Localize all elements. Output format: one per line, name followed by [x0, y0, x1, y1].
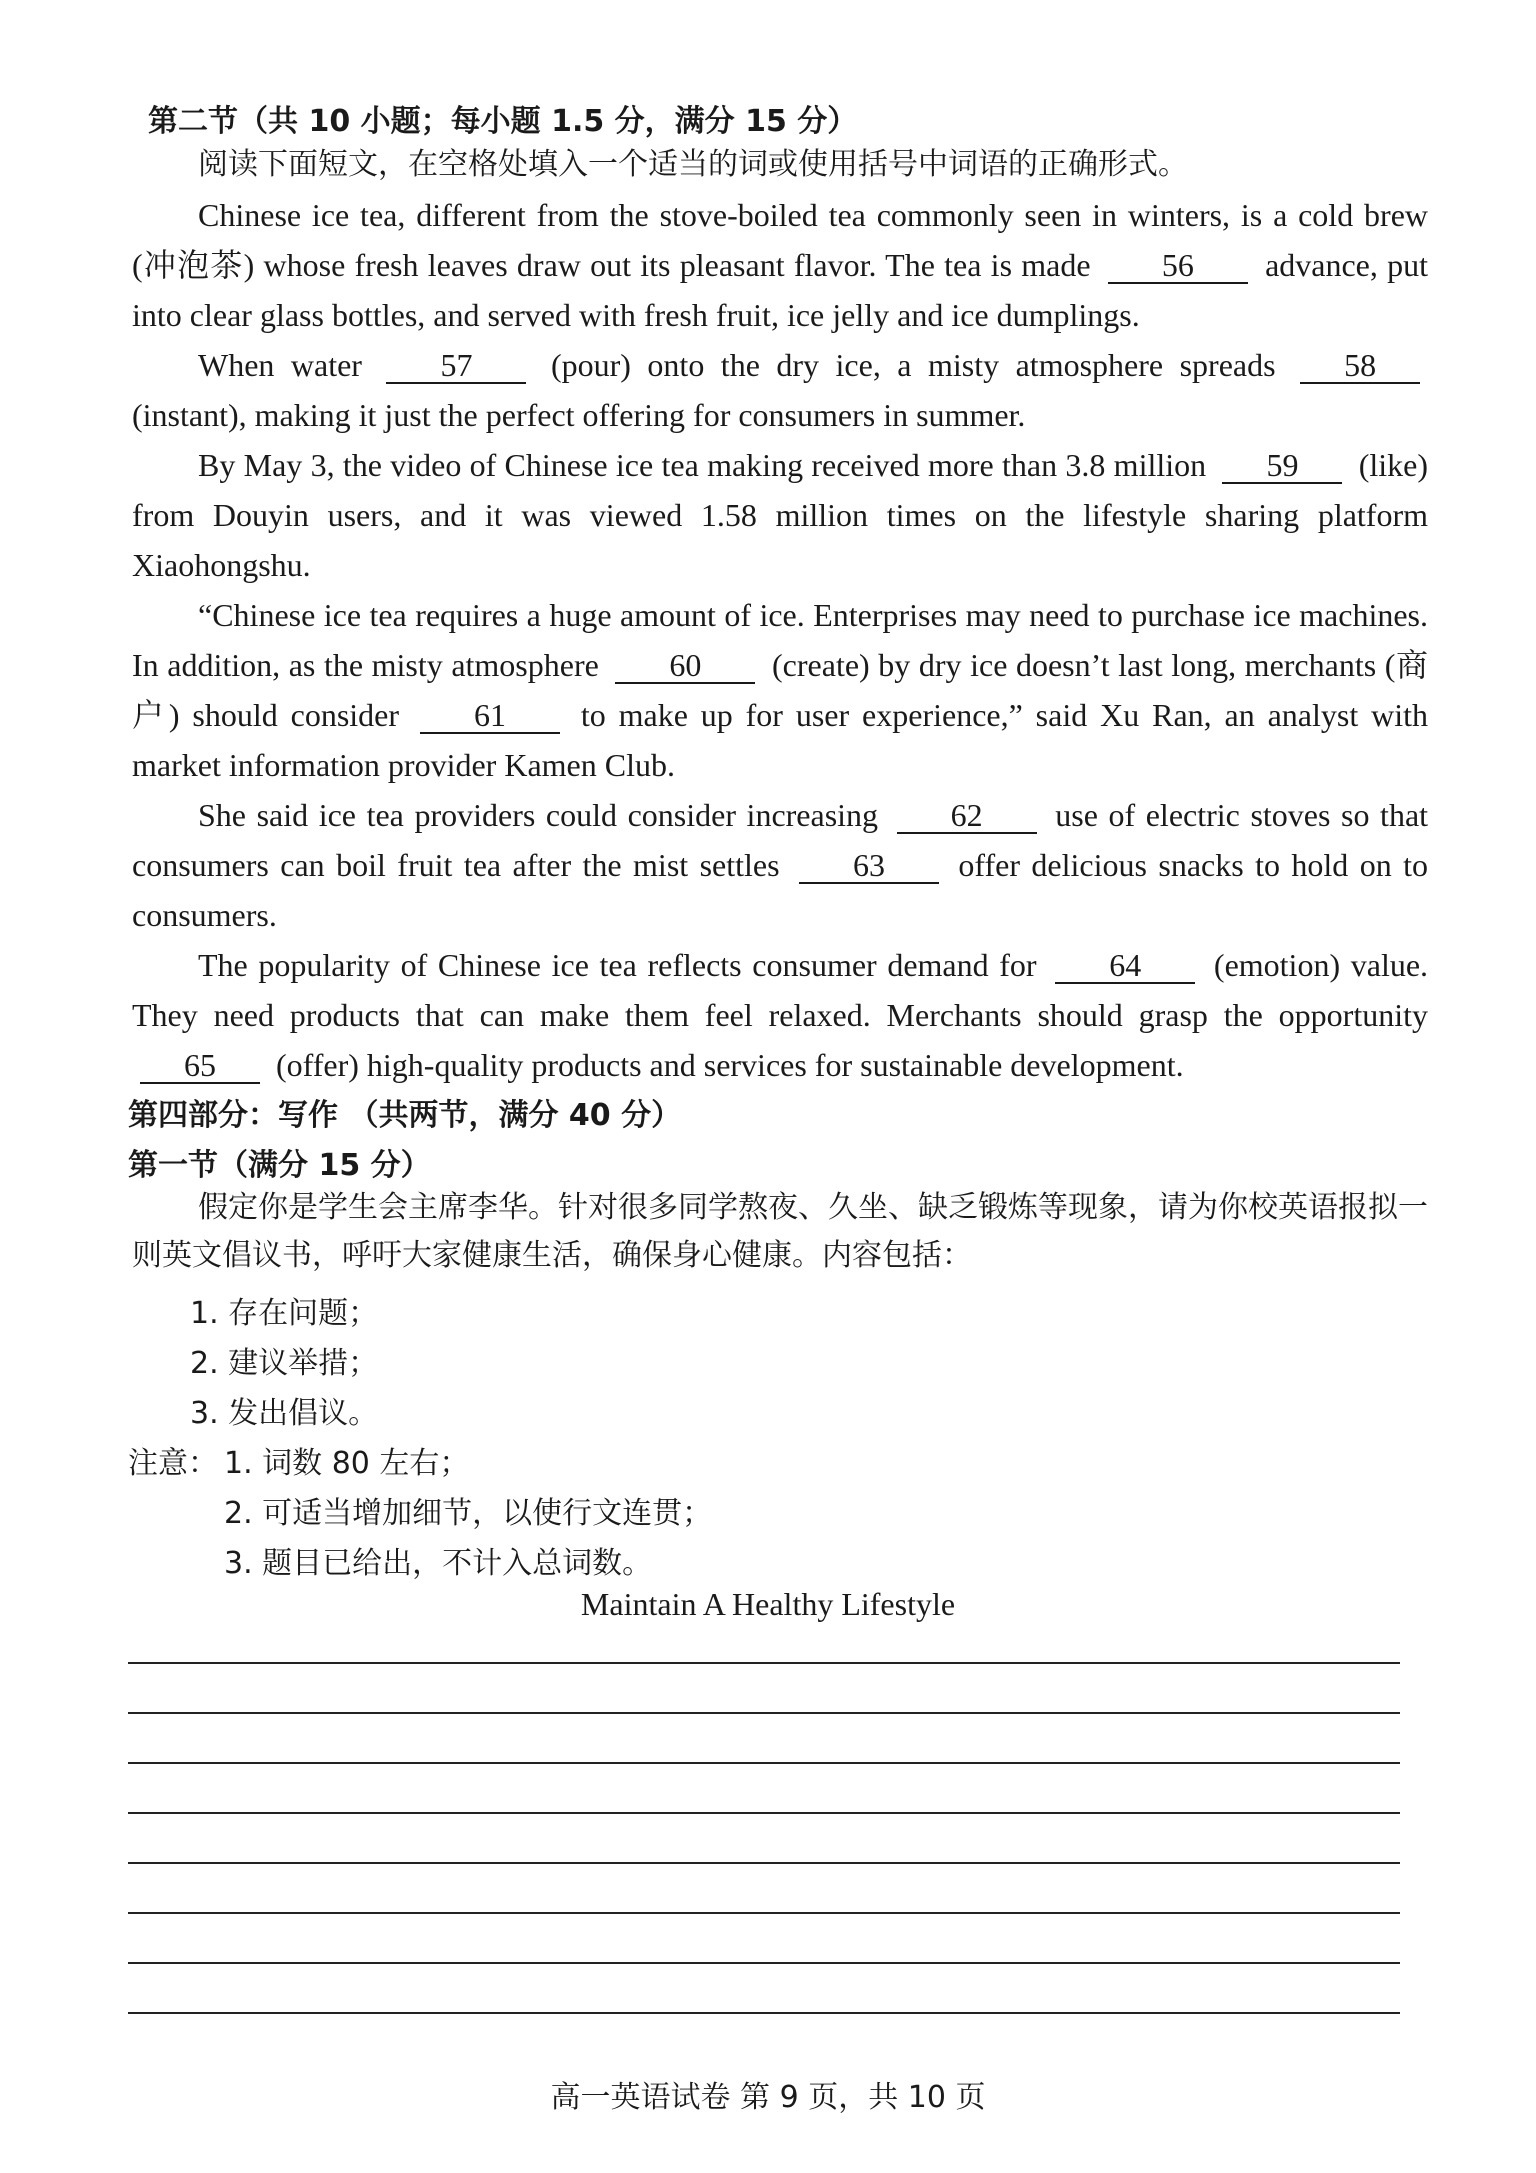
- writing-line[interactable]: [128, 1762, 1400, 1764]
- passage-paragraph-5: [132, 790, 1428, 940]
- essay-title: Maintain A Healthy Lifestyle: [580, 1586, 956, 1622]
- section2-heading: 第二节（共 10 小题；每小题 1.5 分，满分 15 分）: [148, 104, 858, 139]
- blank-64[interactable]: 64: [1055, 948, 1195, 984]
- p4-text-d: to make up for user experience,” said Xu Ran, an analyst with market information provider Kamen Club.: [132, 697, 1429, 783]
- blank-60[interactable]: 60: [615, 648, 755, 684]
- content-item-2: 2. 建议举措；: [190, 1346, 379, 1381]
- writing-line[interactable]: [128, 1812, 1400, 1814]
- writing-line[interactable]: [128, 1962, 1400, 1964]
- p1-text-c: advance, put into clear glass bottles, and served with fresh fruit, ice jelly and ice dumplings.: [132, 247, 1429, 333]
- p5-text-c: use of electric stoves so that consumers can boil fruit tea after the mist settles: [132, 797, 1429, 883]
- blank-59[interactable]: 59: [1222, 448, 1342, 484]
- blank-57[interactable]: 57: [386, 348, 526, 384]
- note-1: 1. 词数 80 左右；: [224, 1446, 470, 1481]
- p2-text-a: When water: [198, 347, 362, 383]
- p2-text-c: (pour) onto the dry ice, a misty atmosphere spreads: [550, 347, 1276, 383]
- note-2: 2. 可适当增加细节，以使行文连贯；: [224, 1496, 713, 1531]
- blank-56[interactable]: 56: [1108, 248, 1248, 284]
- p5-text-a: She said ice tea providers could consider increasing: [198, 797, 879, 833]
- p5-text-d: offer delicious snacks to hold on to consumers.: [132, 847, 1429, 933]
- p6-text-d: (offer) high-quality products and services for sustainable development.: [276, 1047, 1184, 1083]
- passage-paragraph-2: [132, 340, 1428, 440]
- p4-text-a: “Chinese ice tea requires a huge amount of ice. Enterprises may need to purchase ice machines. In addition, as the misty atmosphere: [132, 597, 1428, 683]
- note-3: 3. 题目已给出，不计入总词数。: [224, 1546, 653, 1581]
- blank-61[interactable]: 61: [420, 698, 560, 734]
- blank-62[interactable]: 62: [897, 798, 1037, 834]
- writing-prompt: 假定你是学生会主席李华。针对很多同学熬夜、久坐、缺乏锻炼等现象，请为你校英语报拟一则英文倡议书，呼吁大家健康生活，确保身心健康。内容包括：: [132, 1190, 1428, 1273]
- passage-paragraph-1: [132, 190, 1428, 340]
- passage-paragraph-4: [132, 590, 1428, 790]
- page-footer: 高一英语试卷 第 9 页，共 10 页: [550, 2080, 986, 2115]
- blank-58[interactable]: 58: [1300, 348, 1420, 384]
- writing-line[interactable]: [128, 1912, 1400, 1914]
- writing-line[interactable]: [128, 1862, 1400, 1864]
- blank-65[interactable]: 65: [140, 1048, 260, 1084]
- content-item-3: 3. 发出倡议。: [190, 1396, 379, 1431]
- p2-text-d: (instant), making it just the perfect offering for consumers in summer.: [132, 397, 1026, 433]
- writing-line[interactable]: [128, 2012, 1400, 2014]
- section1-heading: 第一节（满分 15 分）: [128, 1148, 431, 1183]
- p3-text-c: (like) from Douyin users, and it was viewed 1.58 million times on the lifestyle sharing platform Xiaohongshu.: [132, 447, 1429, 583]
- writing-line[interactable]: [128, 1712, 1400, 1714]
- section2-instruction: 阅读下面短文，在空格处填入一个适当的词或使用括号中词语的正确形式。: [198, 147, 1188, 182]
- note-label: 注意：: [128, 1446, 218, 1481]
- p1-text-a: Chinese ice tea, different from the stove-boiled tea commonly seen in winters, is a cold brew (冲泡茶) whose fresh leaves draw out its pleasant flavor. The tea is made: [132, 197, 1428, 283]
- passage-paragraph-6: [132, 940, 1428, 1090]
- blank-63[interactable]: 63: [799, 848, 939, 884]
- content-item-1: 1. 存在问题；: [190, 1296, 379, 1331]
- p6-text-a: The popularity of Chinese ice tea reflects consumer demand for: [198, 947, 1037, 983]
- p4-text-c: (create) by dry ice doesn’t last long, merchants (商户) should consider: [132, 647, 1429, 733]
- writing-line[interactable]: [128, 1662, 1400, 1664]
- p3-text-a: By May 3, the video of Chinese ice tea making received more than 3.8 million: [198, 447, 1207, 483]
- part4-heading: 第四部分：写作 （共两节，满分 40 分）: [128, 1098, 682, 1133]
- p6-text-c: (emotion) value. They need products that can make them feel relaxed. Merchants should grasp the opportunity: [132, 947, 1429, 1033]
- passage-paragraph-3: [132, 440, 1428, 590]
